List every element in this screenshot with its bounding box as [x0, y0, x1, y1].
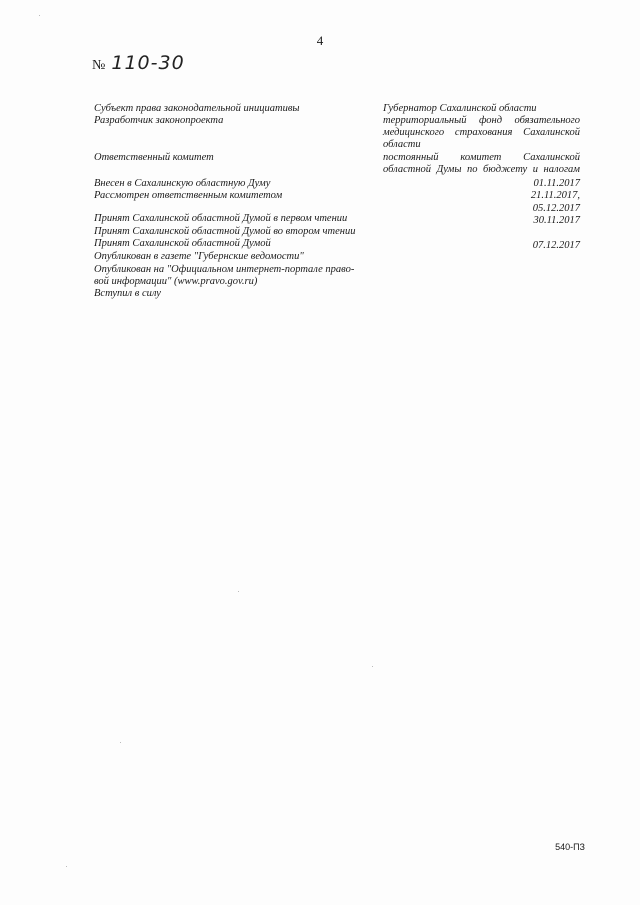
- label-subject: Субъект права законодательной инициативы: [94, 103, 300, 114]
- scan-speck: [66, 866, 67, 867]
- page-number: 4: [316, 33, 324, 48]
- label-first-reading: Принят Сахалинской областной Думой в первом чтении: [94, 213, 348, 224]
- date-reviewed: 21.11.2017,: [530, 190, 580, 201]
- label-published-gazette: Опубликован в газете "Губернские ведомости": [94, 251, 304, 262]
- label-second-reading: Принят Сахалинской областной Думой во втором чтении: [94, 226, 356, 237]
- value-committee-line1: постоянный комитет Сахалинской: [383, 152, 580, 163]
- scan-speck: [372, 666, 373, 667]
- label-reviewed: Рассмотрен ответственным комитетом: [94, 190, 283, 201]
- value-subject: Губернатор Сахалинской области: [383, 103, 537, 114]
- label-committee: Ответственный комитет: [94, 152, 214, 163]
- label-published-portal-line1: Опубликован на "Официальном интернет-портале право-: [94, 264, 355, 275]
- footer-code: 540-ПЗ: [555, 842, 585, 852]
- scan-speck: [120, 742, 121, 743]
- value-developer-line1: территориальный фонд обязательного: [383, 115, 580, 126]
- label-developer: Разработчик законопроекта: [94, 115, 224, 126]
- label-adopted: Принят Сахалинской областной Думой: [94, 238, 271, 249]
- scan-speck: [238, 591, 239, 592]
- handwritten-number: 110-30: [111, 52, 185, 74]
- value-developer-line2: медицинского страхования Сахалинской: [383, 127, 580, 138]
- number-sign: №: [92, 58, 106, 73]
- date-reviewed-second: 05.12.2017: [532, 203, 580, 214]
- value-committee-line2: областной Думы по бюджету и налогам: [383, 164, 580, 175]
- scan-speck: [39, 15, 40, 16]
- date-first-reading: 30.11.2017: [533, 215, 580, 226]
- label-submitted: Внесен в Сахалинскую областную Думу: [94, 178, 271, 189]
- label-published-portal-line2: вой информации" (www.pravo.gov.ru): [94, 276, 258, 287]
- value-developer-line3: области: [383, 139, 421, 150]
- label-in-force: Вступил в силу: [94, 288, 161, 299]
- registration-number: [92, 52, 185, 74]
- date-submitted: 01.11.2017: [533, 178, 580, 189]
- date-adopted: 07.12.2017: [532, 240, 580, 251]
